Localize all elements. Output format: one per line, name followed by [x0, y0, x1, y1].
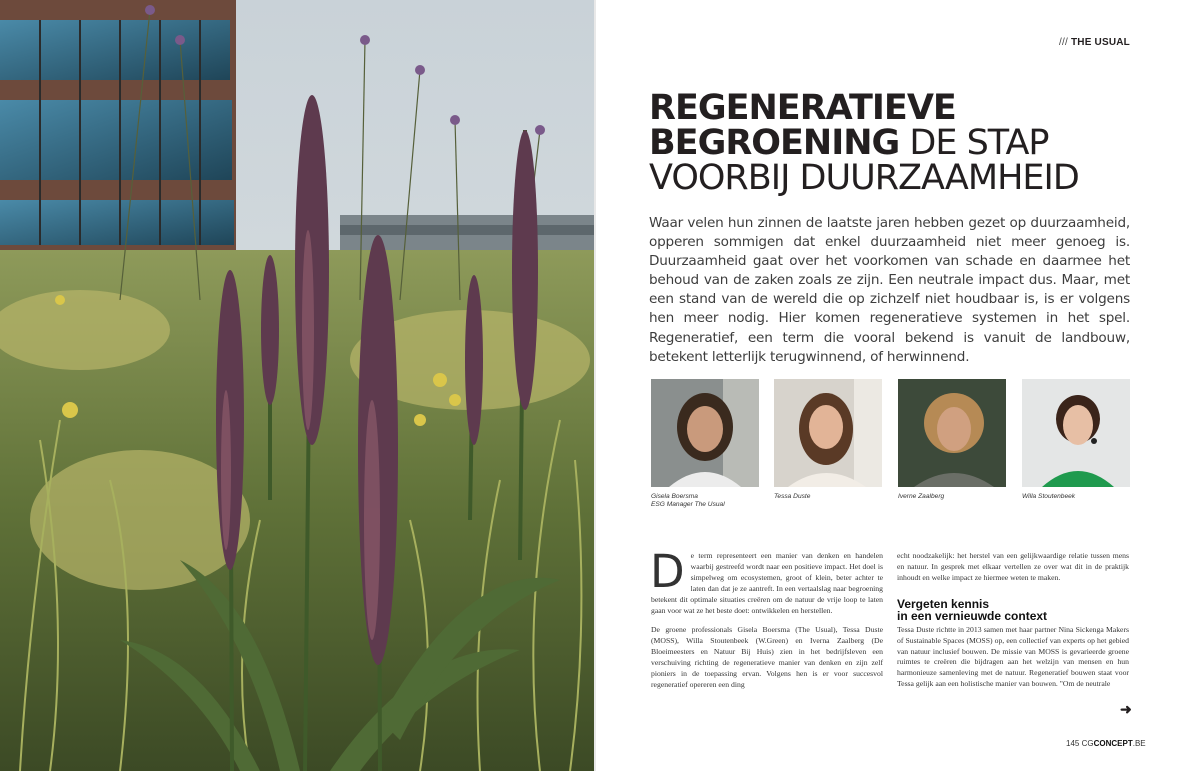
portrait-photo-zaalberg	[898, 379, 1006, 487]
continue-arrow-icon: ➜	[1120, 701, 1132, 717]
subheading-line1: Vergeten kennis	[897, 596, 990, 611]
section-label: THE USUAL	[1070, 37, 1130, 48]
section-slashes: ///	[1059, 37, 1068, 48]
site-bold: CONCEPT	[1093, 739, 1133, 748]
title-line2-bold: BEGROENING	[649, 123, 900, 163]
body-paragraph-3: echt noodzakelijk: het herstel van een gelijkwaardige relatie tussen mens en natuur. In gesprek met elkaar vertellen ze over wat dit in de praktijk inhoudt en welke impact ze hiermee weten te maken.	[897, 551, 1129, 582]
page-folio	[1066, 739, 1146, 748]
portrait-name: Tessa Duste	[774, 493, 811, 500]
portrait-name: Willa Stoutenbeek	[1022, 493, 1076, 500]
body-column-1	[650, 545, 883, 700]
subheading-line2: in een vernieuwde context	[897, 608, 1048, 623]
title-line3: VOORBIJ DUURZAAMHEID	[649, 158, 1079, 198]
portrait-duste	[774, 379, 882, 501]
body-paragraph-4: Tessa Duste richtte in 2013 samen met haar partner Nina Sickenga Makers of Sustainable Spaces (MOSS) op, een collectief van experts op het gebied van natuur inclusief bouwen. De missie van MOSS is gevarieerde groene ruimtes te creëren die bijdragen aan het welzijn van mensen en hun harmonieuze samenleving met de natuur. Regeneratief bouwen staat voor Tessa gelijk aan een holistische manier van bouwen. "Om de neutrale	[897, 624, 1129, 689]
body-paragraph-1-text: e term representeert een manier van denken en handelen waarbij gestreefd wordt naar een positieve impact. Het doel is simpelweg om ecosystemen, groot of klein, beter achter te laten dan dat je ze aantreft. In een vertaalslag naar begroening betekent dit optimale situaties creëren om de natuur de vrije loop te laten gaan voor wat ze het beste doet: ontwikkelen en herstellen.	[651, 551, 883, 615]
portrait-photo-stoutenbeek	[1022, 379, 1130, 487]
section-tag	[1059, 37, 1130, 48]
portrait-caption-boersma	[651, 493, 759, 509]
portrait-row	[651, 379, 1131, 519]
portrait-stoutenbeek	[1022, 379, 1130, 501]
portrait-caption-duste	[774, 493, 882, 501]
portrait-photo-boersma	[651, 379, 759, 487]
portrait-caption-stoutenbeek	[1022, 493, 1130, 501]
portrait-photo-duste	[774, 379, 882, 487]
body-paragraph-2: De groene professionals Gisela Boersma (The Usual), Tessa Duste (MOSS), Willa Stoutenbeek (W.Green) en Iverna Zaalberg (De Bloeimeesters en Natuur Bij Huis) zien in het bedrijfsleven een verschuiving richting de regeneratieve manier van denken en zijn zelf pioniers in de toepassing ervan. Volgens hen is er voor succesvol regeneratief opereren een ding	[651, 625, 883, 689]
site-suffix: .BE	[1132, 739, 1146, 748]
portrait-zaalberg	[898, 379, 1006, 501]
article-title	[649, 88, 1129, 198]
lead-paragraph: Waar velen hun zinnen de laatste jaren hebben gezet op duurzaamheid, opperen sommigen dat enkel duurzaamheid niet meer genoeg is. Duurzaamheid gaat over het voorkomen van schade en daarmee het behoud van de zaken zoals ze zijn. Een neutrale impact dus. Maar, met een stand van de wereld die op zichzelf niet houdbaar is, is er volgens hen meer nodig. Hier komen regeneratieve systemen in het spel. Regeneratief, een term die vooral bekend is vanuit de landbouw, betekent letterlijk terugwinnend, of herwinnend.	[649, 215, 1130, 365]
portrait-boersma	[651, 379, 759, 509]
portrait-name: Gisela Boersma	[651, 493, 698, 500]
drop-cap: D	[650, 545, 685, 598]
body-column-2	[897, 551, 1129, 699]
site-prefix: CG	[1081, 739, 1094, 748]
portrait-caption-zaalberg	[898, 493, 1006, 501]
page-number: 145	[1066, 739, 1080, 748]
portrait-role: ESG Manager The Usual	[651, 501, 725, 508]
page-gutter	[594, 0, 596, 771]
subheading	[897, 598, 1129, 622]
portrait-name: Iverne Zaalberg	[898, 493, 945, 500]
body-paragraph-1	[650, 545, 883, 616]
title-line1: REGENERATIEVE	[649, 88, 956, 128]
title-line2-light: DE STAP	[899, 123, 1049, 163]
